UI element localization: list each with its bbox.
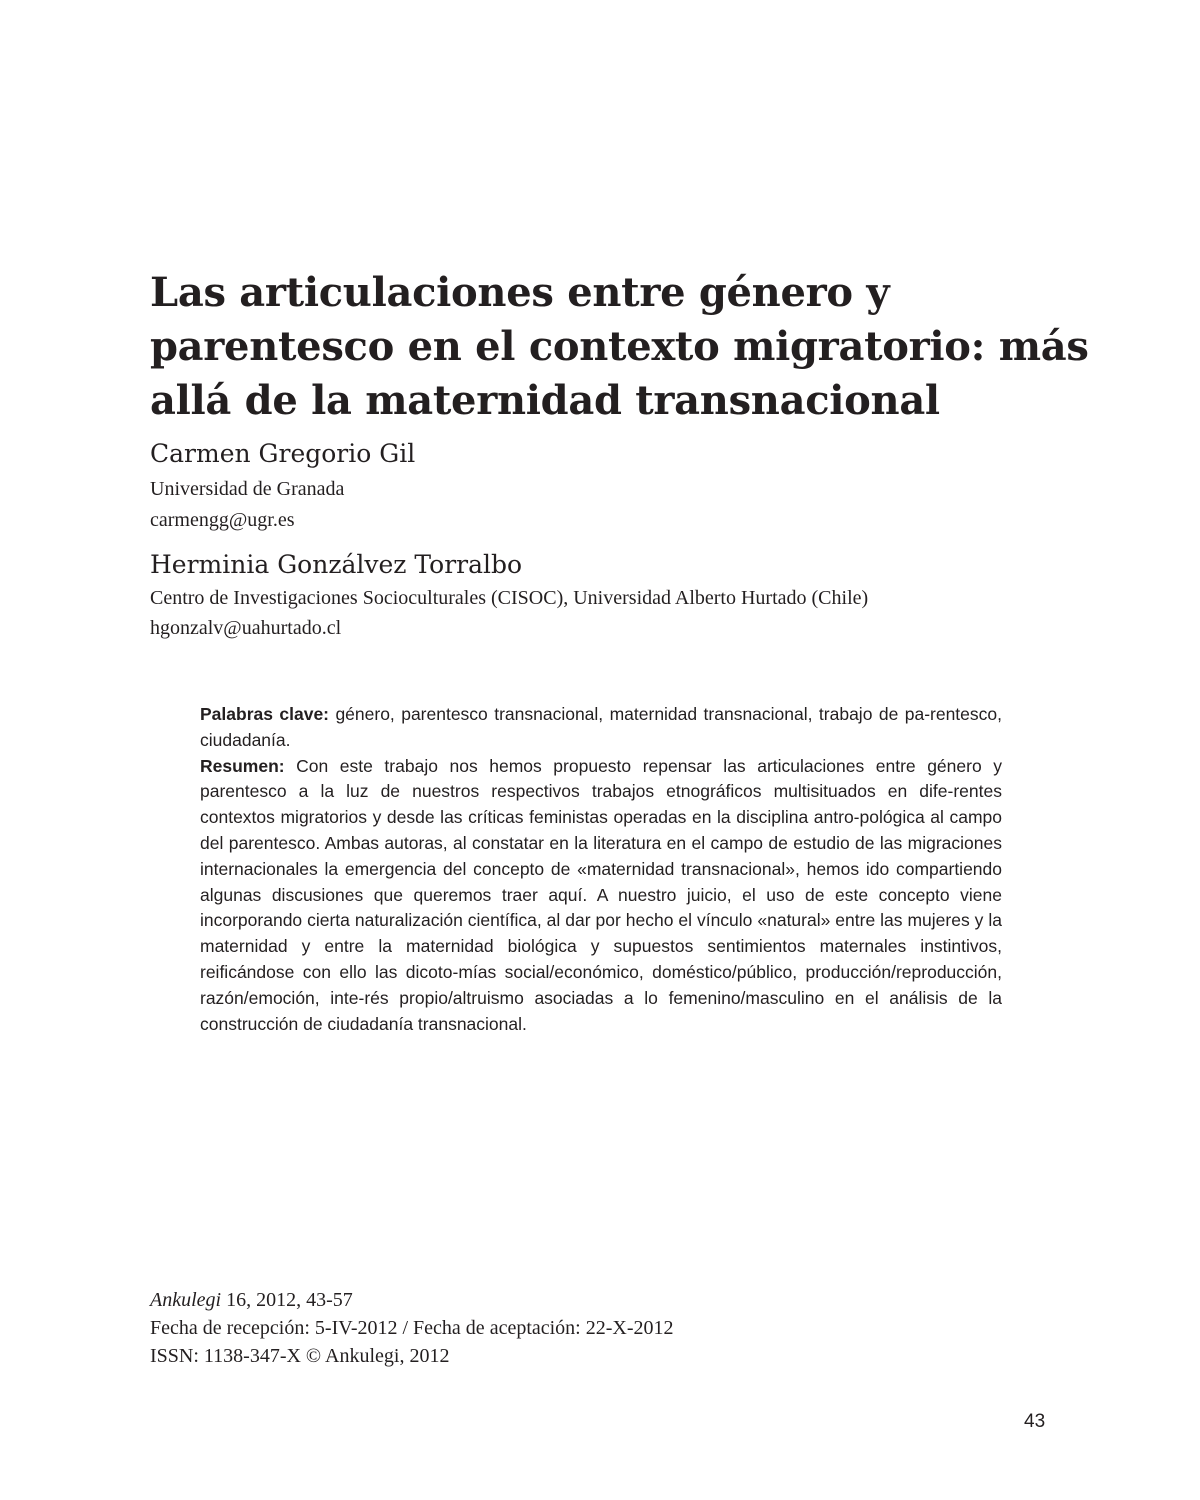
abstract-label: Resumen: (200, 755, 285, 776)
dates-line: Fecha de recepción: 5-IV-2012 / Fecha de aceptación: 22-X-2012 (150, 1317, 674, 1339)
abstract-block (200, 702, 1002, 1037)
journal-citation: 16, 2012, 43-57 (221, 1289, 353, 1311)
page-number: 43 (1024, 1411, 1046, 1432)
author-1-email: carmengg@ugr.es (150, 509, 295, 531)
keywords-label: Palabras clave: (200, 704, 330, 724)
journal-name: Ankulegi (150, 1289, 222, 1311)
author-1-name: Carmen Gregorio Gil (150, 439, 416, 468)
author-2-affiliation: Centro de Investigaciones Socioculturales (CISOC), Universidad Alberto Hurtado (Chile) (150, 587, 869, 609)
publication-info (150, 1286, 674, 1370)
abstract-paragraph (200, 754, 1002, 1038)
citation-line (150, 1286, 674, 1314)
author-2-email: hgonzalv@uahurtado.cl (150, 617, 342, 639)
abstract-text: Con este trabajo nos hemos propuesto repensar las articulaciones entre género y parentesco a la luz de nuestros respectivos trabajos etnográficos multisituados en dife-rentes contextos migratorios y desde las críticas feministas operadas en la disciplina antro-pológica al campo del parentesco. Ambas autoras, al constatar en la literatura en el campo de estudio de las migraciones internacionales la emergencia del concepto de «maternidad transnacional», hemos ido compartiendo algunas discusiones que queremos traer aquí. A nuestro juicio, el uso de este concepto viene incorporando cierta naturalización científica, al dar por hecho el vínculo «natural» entre las mujeres y la maternidad y entre la maternidad biológica y supuestos sentimientos maternales instintivos, reificándose con ello las dicoto-mías social/económico, doméstico/público, producción/reproducción, razón/emoción, inte-rés propio/altruismo asociadas a lo femenino/masculino en el análisis de la construcción de ciudadanía transnacional. (200, 755, 1002, 1034)
title-line-2: parentesco en el contexto migratorio: más (150, 323, 1089, 370)
keywords-text: género, parentesco transnacional, maternidad transnacional, trabajo de pa-rentesco, ciudadanía. (200, 704, 1003, 750)
issn-line: ISSN: 1138-347-X © Ankulegi, 2012 (150, 1345, 450, 1367)
author-2-name: Herminia Gonzálvez Torralbo (150, 550, 523, 579)
author-1-affiliation: Universidad de Granada (150, 478, 345, 500)
title-line-3: allá de la maternidad transnacional (150, 377, 940, 424)
article-title (150, 266, 1089, 428)
title-line-1: Las articulaciones entre género y (150, 269, 890, 316)
keywords-paragraph (200, 702, 1002, 754)
